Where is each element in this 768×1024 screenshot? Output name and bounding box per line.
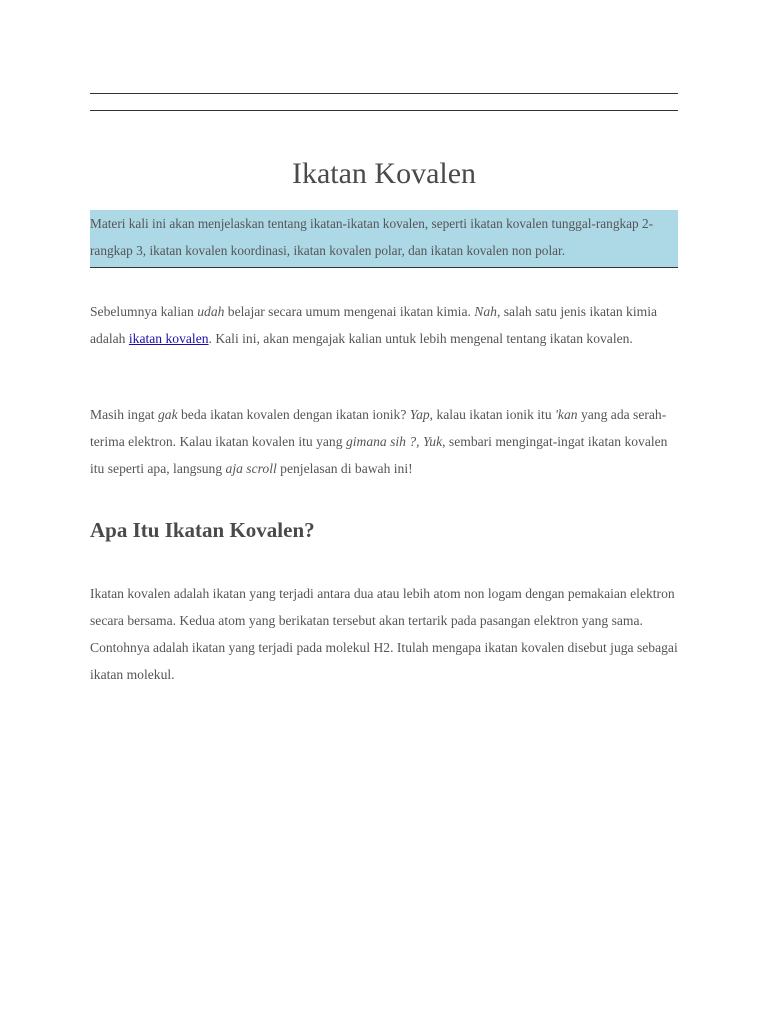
text-run: beda ikatan kovalen dengan ikatan ionik? — [177, 407, 410, 422]
text-run: salah satu jenis ikatan kimia adalah — [90, 304, 658, 346]
intro-highlight-box — [90, 210, 678, 268]
italic-run: 'kan — [555, 407, 578, 422]
italic-run: Yap — [409, 407, 430, 422]
top-divider — [90, 93, 678, 94]
paragraph-definition: Ikatan kovalen adalah ikatan yang terjadi antara dua atau lebih atom non logam dengan pemakaian elektron secara bersama. Kedua atom yang berikatan tersebut akan tertarik pada pasangan elektron yang sama. Contohnya adalah ikatan yang terjadi pada molekul H2. Itulah mengapa ikatan kovalen disebut juga sebagai ikatan molekul. — [90, 586, 678, 682]
section-heading: Apa Itu Ikatan Kovalen? — [90, 518, 315, 542]
ikatan-kovalen-link[interactable]: ikatan kovalen — [128, 331, 209, 346]
italic-run: gak — [157, 407, 178, 422]
italic-run: gimana sih ?, Yuk — [345, 434, 443, 449]
intro-text: Materi kali ini akan menjelaskan tentang ikatan-ikatan kovalen, seperti ikatan kovalen tunggal-rangkap 2-rangkap 3, ikatan kovalen koordinasi, ikatan kovalen polar, dan ikatan kovalen non polar. — [90, 216, 654, 258]
italic-run: aja scroll — [225, 461, 277, 476]
text-run: Masih ingat — [90, 407, 158, 422]
text-run: belajar secara umum mengenai ikatan kimia. — [224, 304, 475, 319]
text-run: , sembari mengingat-ingat ikatan kovalen itu seperti apa, langsung — [90, 434, 668, 476]
text-run: penjelasan di bawah ini! — [276, 461, 413, 476]
paragraph-intro — [90, 298, 682, 352]
second-divider — [90, 110, 678, 111]
text-run: , kalau ikatan ionik itu — [429, 407, 556, 422]
italic-run: Nah, — [474, 304, 501, 319]
text-run: yang ada serah-terima elektron. Kalau ikatan kovalen itu yang — [90, 407, 667, 449]
text-run: Sebelumnya kalian — [90, 304, 198, 319]
page-title: Ikatan Kovalen — [291, 157, 477, 190]
italic-run: udah — [197, 304, 225, 319]
paragraph-question — [90, 401, 682, 482]
text-run: . Kali ini, akan mengajak kalian untuk lebih mengenal tentang ikatan kovalen. — [208, 331, 633, 346]
